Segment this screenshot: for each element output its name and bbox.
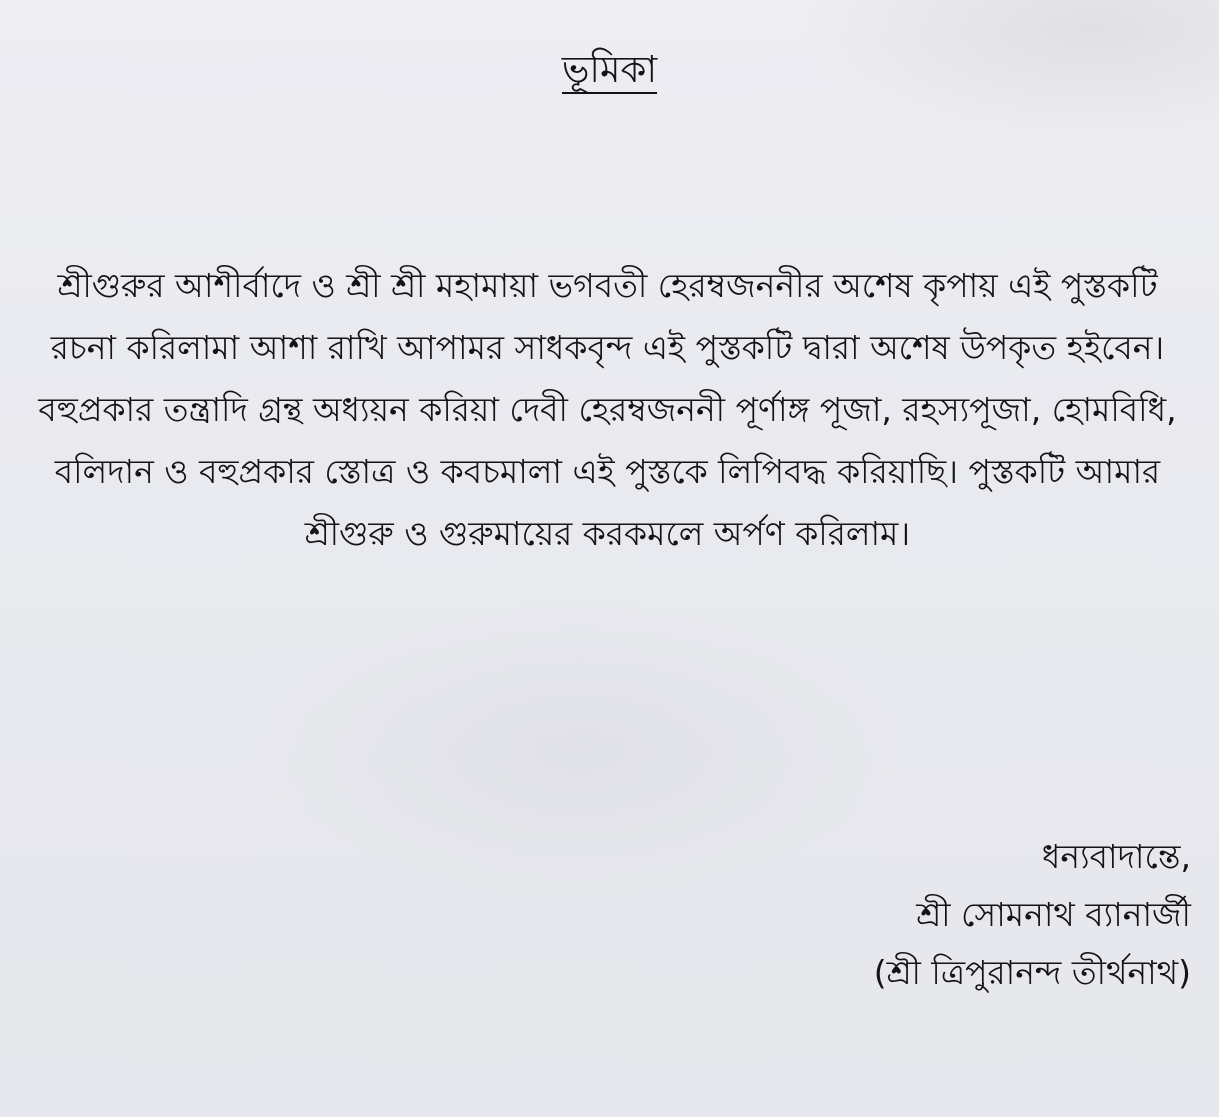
preface-paragraph <box>10 255 1205 565</box>
paragraph-line: বলিদান ও বহুপ্রকার স্তোত্র ও কবচমালা এই পুস্তকে লিপিবদ্ধ করিয়াছি। পুস্তকটি আমার <box>54 452 1161 491</box>
paper-bleed-shadow <box>260 600 900 900</box>
signature-alias: (শ্রী ত্রিপুরানন্দ তীর্থনাথ) <box>873 953 1191 992</box>
signature-name: শ্রী সোমনাথ ব্যানার্জী <box>916 895 1191 934</box>
page-title-text: ভূমিকা <box>562 48 657 94</box>
signature-closing: ধন্যবাদান্তে, <box>1041 837 1191 876</box>
paragraph-line: বহুপ্রকার তন্ত্রাদি গ্রন্থ অধ্যয়ন করিয়া দেবী হেরম্বজননী পূর্ণাঙ্গ পূজা, রহস্যপূজা, হোমবিধি, <box>38 390 1177 429</box>
signature-block <box>874 828 1191 1002</box>
page-title <box>0 42 1219 98</box>
paragraph-line: শ্রীগুরু ও গুরুমায়ের করকমলে অর্পণ করিলাম। <box>304 514 911 553</box>
paragraph-line: রচনা করিলামা আশা রাখি আপামর সাধকবৃন্দ এই পুস্তকটি দ্বারা অশেষ উপকৃত হইবেন। <box>50 328 1165 367</box>
paragraph-line: শ্রীগুরুর আশীর্বাদে ও শ্রী শ্রী মহামায়া ভগবতী হেরম্বজননীর অশেষ কৃপায় এই পুস্তকটি <box>57 266 1158 305</box>
